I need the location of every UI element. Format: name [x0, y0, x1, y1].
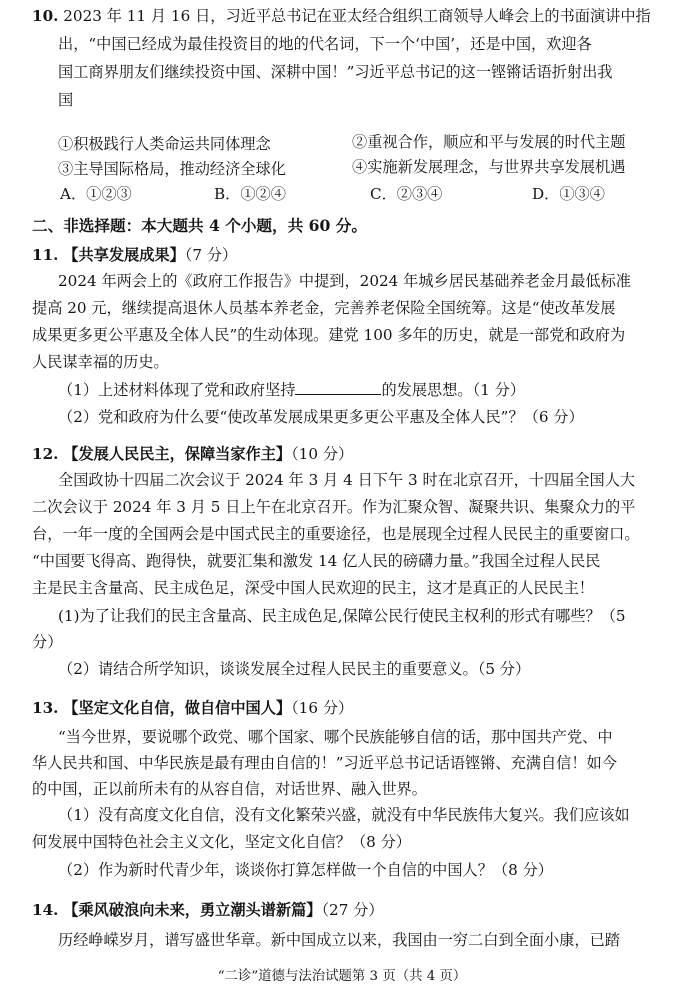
q13-material-line-3: 的中国，正以前所未有的从容自信，对话世界、融入世界。	[32, 780, 427, 798]
q11-answer-blank[interactable]	[295, 380, 381, 395]
q10-choice-c: C．②③④	[370, 185, 443, 203]
q10-stem-line-2: 出，“中国已经成为最佳投资目的地的代名词，下一个‘中国’，还是中国，欢迎各	[58, 35, 592, 53]
q12-material-line-3: 台，一年一度的全国两会是中国式民主的重要途径，也是展现全过程人民民主的重要窗口。	[32, 525, 640, 543]
q10-number: 10.	[32, 7, 59, 25]
q13-sub-question-1-line-2: 何发展中国特色社会主义文化，坚定文化自信？（8 分）	[32, 833, 411, 851]
q10-statement-3: ③主导国际格局，推动经济全球化	[58, 160, 286, 178]
q12-material-line-1: 全国政协十四届二次会议于 2024 年 3 月 4 日下午 3 时在北京召开，十四届全国人大	[58, 471, 636, 489]
q12-points: （10 分）	[291, 445, 354, 463]
q13-sub-question-1-line-1: （1）没有高度文化自信，没有文化繁荣兴盛，就没有中华民族伟大复兴。我们应该如	[58, 806, 630, 824]
q11-sub-question-1: （1）上述材料体现了党和政府坚持 的发展思想。（1 分）	[58, 381, 526, 399]
q13-heading: 【坚定文化自信，做自信中国人】	[63, 699, 292, 717]
q12-material-line-4: “中国要飞得高、跑得快，就要汇集和激发 14 亿人民的磅礴力量。”我国全过程人民民	[32, 552, 601, 570]
q11-header	[32, 245, 237, 265]
section-2-title: 二、非选择题：本大题共 4 个小题，共 60 分。	[32, 216, 367, 235]
q11-heading: 【共享发展成果】	[63, 246, 185, 264]
q14-heading: 【乘风破浪向未来，勇立潮头谱新篇】	[63, 901, 322, 919]
q14-points: （27 分）	[321, 901, 384, 919]
q14-header	[32, 900, 384, 920]
page-footer: “二诊”道德与法治试题第 3 页（共 4 页）	[217, 969, 467, 984]
q11-material-line-1: 2024 年两会上的《政府工作报告》中提到，2024 年城乡居民基础养老金月最低标准	[58, 272, 631, 290]
q11-material-line-2: 提高 20 元，继续提高退休人员基本养老金，完善养老保险全国统筹。这是“使改革发展	[32, 299, 616, 317]
q10-statement-2: ②重视合作，顺应和平与发展的时代主题	[352, 133, 626, 151]
q11-material-line-3: 成果更多更公平惠及全体人民”的生动体现。建党 100 多年的历史，就是一部党和政府为	[32, 326, 626, 344]
q12-material-line-2: 二次会议于 2024 年 3 月 5 日上午在北京召开。作为汇聚众智、凝聚共识、集聚众力的平	[32, 498, 636, 516]
q10-statement-4: ④实施新发展理念，与世界共享发展机遇	[352, 158, 626, 176]
q13-number: 13.	[32, 699, 59, 717]
q12-heading: 【发展人民民主，保障当家作主】	[63, 445, 292, 463]
q10-stem-line-4: 国	[58, 91, 74, 109]
q10-stem-line-1: 10. 2023 年 11 月 16 日，习近平总书记在亚太经合组织工商领导人峰会上的书面演讲中指	[32, 7, 651, 25]
q13-points: （16 分）	[291, 699, 354, 717]
q11-sub-question-2: （2）党和政府为什么要“使改革发展成果更多更公平惠及全体人民”？（6 分）	[58, 408, 584, 426]
q10-statement-1: ①积极践行人类命运共同体理念	[58, 135, 271, 153]
q11-material-line-4: 人民谋幸福的历史。	[32, 353, 169, 371]
q11-number: 11.	[32, 246, 59, 264]
q10-choice-a: A．①②③	[60, 185, 132, 203]
q14-number: 14.	[32, 901, 59, 919]
q10-stem-line-3: 国工商界朋友们继续投资中国、深耕中国！”习近平总书记的这一铿锵话语折射出我	[58, 63, 613, 81]
q13-sub-question-2: （2）作为新时代青少年，谈谈你打算怎样做一个自信的中国人？（8 分）	[58, 861, 553, 879]
q13-header	[32, 698, 353, 718]
q11-points: （7 分）	[184, 246, 238, 264]
q13-material-line-1: “当今世界，要说哪个政党、哪个国家、哪个民族能够自信的话，那中国共产党、中	[58, 728, 613, 746]
q10-choice-b: B．①②④	[214, 185, 286, 203]
q12-material-line-5: 主是民主含量高、民主成色足，深受中国人民欢迎的民主，这才是真正的人民民主！	[32, 579, 594, 597]
q12-sub-question-1-line-1: (1)为了让我们的民主含量高、民主成色足,保障公民行使民主权利的形式有哪些？（5	[58, 607, 626, 625]
q14-material-line-1: 历经峥嵘岁月，谱写盛世华章。新中国成立以来，我国由一穷二白到全面小康，已踏	[58, 931, 620, 949]
q12-header	[32, 444, 353, 464]
q12-number: 12.	[32, 445, 59, 463]
q12-sub-question-1-line-2: 分）	[32, 633, 63, 651]
q10-choice-d: D．①③④	[532, 185, 605, 203]
q13-material-line-2: 华人民共和国、中华民族是最有理由自信的！”习近平总书记话语铿锵、充满自信！如今	[32, 754, 617, 772]
q12-sub-question-2: （2）请结合所学知识，谈谈发展全过程人民民主的重要意义。（5 分）	[58, 660, 531, 678]
